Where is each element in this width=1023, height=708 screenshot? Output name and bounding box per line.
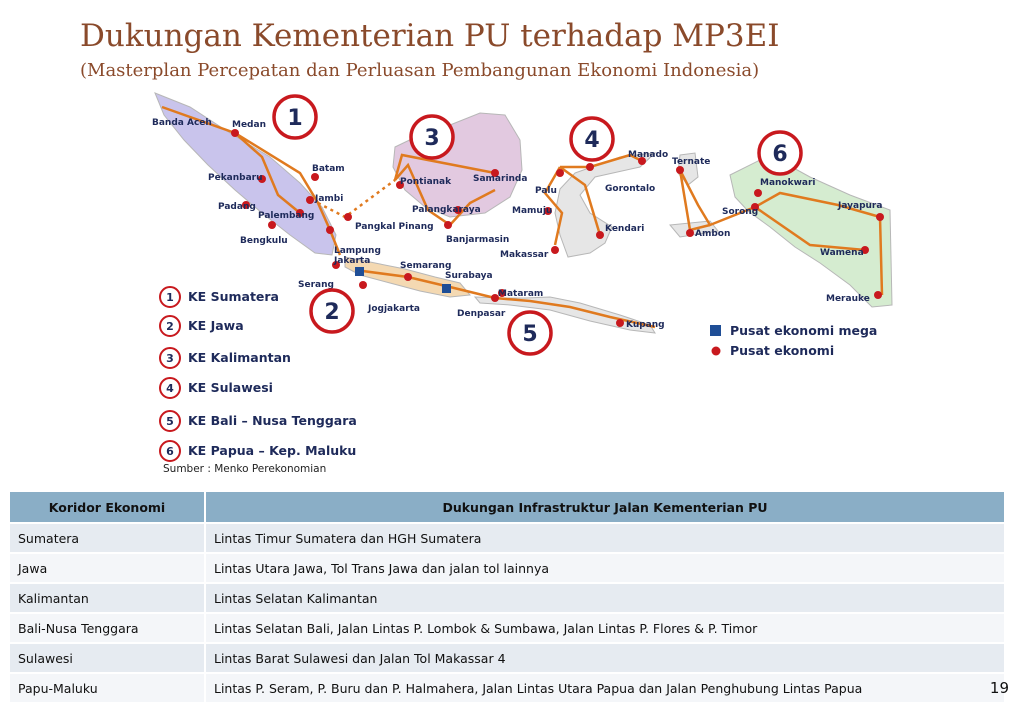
city-dot-medan [231, 129, 239, 137]
city-dot-ternate [676, 166, 684, 174]
city-label-jambi: Jambi [315, 194, 344, 204]
city-label-manokwari: Manokwari [760, 178, 816, 188]
city-label-padang: Padang [218, 202, 256, 212]
city-label-lampung: Lampung [334, 246, 381, 256]
city-label-sorong: Sorong [722, 207, 759, 217]
mega-marker-surabaya [442, 284, 451, 293]
city-dot-jambi [306, 196, 314, 204]
island-sulawesi [555, 153, 655, 257]
city-dot-jogjakarta [359, 281, 367, 289]
legend-num-6: 6 [166, 445, 174, 458]
legend-label-3: KE Kalimantan [188, 350, 291, 365]
legend-num-5: 5 [166, 415, 174, 428]
table-header-row [10, 492, 1005, 523]
corridor-badge-5: 5 [522, 322, 538, 347]
table-cell-support: Lintas Timur Sumatera dan HGH Sumatera [205, 523, 1005, 553]
city-dot-batam [311, 173, 319, 181]
corridor-badge-6: 6 [772, 142, 788, 167]
city-label-jayapura: Jayapura [838, 201, 883, 211]
city-label-jogjakarta: Jogjakarta [368, 304, 421, 314]
legend-center-dot [712, 347, 721, 356]
legend-label-4: KE Sulawesi [188, 380, 273, 395]
table-cell-corridor: Jawa [10, 553, 205, 583]
city-label-surabaya: Surabaya [445, 271, 493, 281]
city-label-mataram: Mataram [498, 289, 544, 299]
city-label-wamena: Wamena [820, 248, 864, 258]
city-label-serang: Serang [298, 280, 334, 290]
table-row [10, 553, 1005, 583]
table-row [10, 673, 1005, 702]
table-header-cell: Koridor Ekonomi [10, 492, 205, 523]
legend-label-6: KE Papua – Kep. Maluku [188, 443, 357, 458]
table-cell-corridor: Kalimantan [10, 583, 205, 613]
city-label-makassar: Makassar [500, 250, 549, 260]
legend-label-5: KE Bali – Nusa Tenggara [188, 413, 357, 428]
mega-marker-jakarta [355, 267, 364, 276]
corridor-badge-3: 3 [424, 126, 440, 151]
table-row [10, 583, 1005, 613]
infrastructure-table [10, 492, 1006, 702]
city-label-pekanbaru: Pekanbaru [208, 173, 263, 183]
table-header-cell: Dukungan Infrastruktur Jalan Kementerian PU [205, 492, 1005, 523]
table-row [10, 523, 1005, 553]
legend-center-label: Pusat ekonomi [730, 343, 835, 358]
source-note: Sumber : Menko Perekonomian [163, 463, 327, 475]
legend-num-4: 4 [166, 382, 174, 395]
city-label-samarinda: Samarinda [473, 174, 528, 184]
legend-num-3: 3 [166, 352, 174, 365]
page-subtitle: (Masterplan Percepatan dan Perluasan Pembangunan Ekonomi Indonesia) [80, 60, 760, 81]
table-cell-support: Lintas Selatan Kalimantan [205, 583, 1005, 613]
city-label-palangkaraya: Palangkaraya [412, 205, 481, 215]
city-dot-makassar [551, 246, 559, 254]
city-label-banda-aceh: Banda Aceh [152, 118, 212, 128]
table-cell-corridor: Sumatera [10, 523, 205, 553]
city-label-kendari: Kendari [605, 224, 645, 234]
city-dot-kupang [616, 319, 624, 327]
table-cell-support: Lintas Utara Jawa, Tol Trans Jawa dan jalan tol lainnya [205, 553, 1005, 583]
city-dot-manokwari [754, 189, 762, 197]
marker-legend [710, 323, 877, 358]
mp3ei-corridor-map [150, 85, 895, 465]
city-dot-kendari [596, 231, 604, 239]
corridor-badge-4: 4 [584, 128, 600, 153]
corridor-badge-2: 2 [324, 300, 340, 325]
table-cell-corridor: Papu-Maluku [10, 673, 205, 702]
city-label-mamuju: Mamuju [512, 206, 553, 216]
city-dot-gorontalo [586, 163, 594, 171]
legend-num-1: 1 [166, 291, 174, 304]
legend-mega-label: Pusat ekonomi mega [730, 323, 878, 338]
city-dot-lampung [326, 226, 334, 234]
city-label-gorontalo: Gorontalo [605, 184, 656, 194]
table-cell-support: Lintas Selatan Bali, Jalan Lintas P. Lombok & Sumbawa, Jalan Lintas P. Flores & P. Timor [205, 613, 1005, 643]
table-cell-corridor: Sulawesi [10, 643, 205, 673]
page-title: Dukungan Kementerian PU terhadap MP3EI [80, 18, 780, 54]
city-dot-jayapura [876, 213, 884, 221]
city-label-pontianak: Pontianak [400, 177, 452, 187]
legend-num-2: 2 [166, 320, 174, 333]
city-label-manado: Manado [628, 150, 669, 160]
legend-label-2: KE Jawa [188, 318, 244, 333]
legend-label-1: KE Sumatera [188, 289, 279, 304]
legend-mega-square [710, 325, 721, 336]
city-label-palembang: Palembang [258, 211, 315, 221]
table-row [10, 613, 1005, 643]
city-label-denpasar: Denpasar [457, 309, 506, 319]
city-label-bengkulu: Bengkulu [240, 236, 288, 246]
table-cell-support: Lintas Barat Sulawesi dan Jalan Tol Makassar 4 [205, 643, 1005, 673]
city-dot-palu [556, 169, 564, 177]
city-dot-pangkal-pinang [344, 213, 352, 221]
city-dot-merauke [874, 291, 882, 299]
table-cell-support: Lintas P. Seram, P. Buru dan P. Halmahera, Jalan Lintas Utara Papua dan Jalan Penghubung Lintas Papua [205, 673, 1005, 702]
city-label-jakarta: Jakarta [334, 256, 371, 266]
city-label-medan: Medan [232, 120, 266, 130]
city-label-merauke: Merauke [826, 294, 870, 304]
city-label-palu: Palu [535, 186, 557, 196]
city-label-ternate: Ternate [672, 157, 711, 167]
corridor-badge-1: 1 [287, 106, 303, 131]
city-label-kupang: Kupang [626, 320, 665, 330]
page-number: 19 [989, 679, 1009, 697]
city-label-semarang: Semarang [400, 261, 452, 271]
table-row [10, 643, 1005, 673]
city-dot-semarang [404, 273, 412, 281]
city-dot-banjarmasin [444, 221, 452, 229]
city-label-pangkal-pinang: Pangkal Pinang [355, 222, 434, 232]
city-dot-bengkulu [268, 221, 276, 229]
table-cell-corridor: Bali-Nusa Tenggara [10, 613, 205, 643]
corridor-badges [274, 96, 801, 354]
city-dot-ambon [686, 229, 694, 237]
city-label-ambon: Ambon [695, 229, 731, 239]
city-label-batam: Batam [312, 164, 345, 174]
city-label-banjarmasin: Banjarmasin [446, 235, 510, 245]
